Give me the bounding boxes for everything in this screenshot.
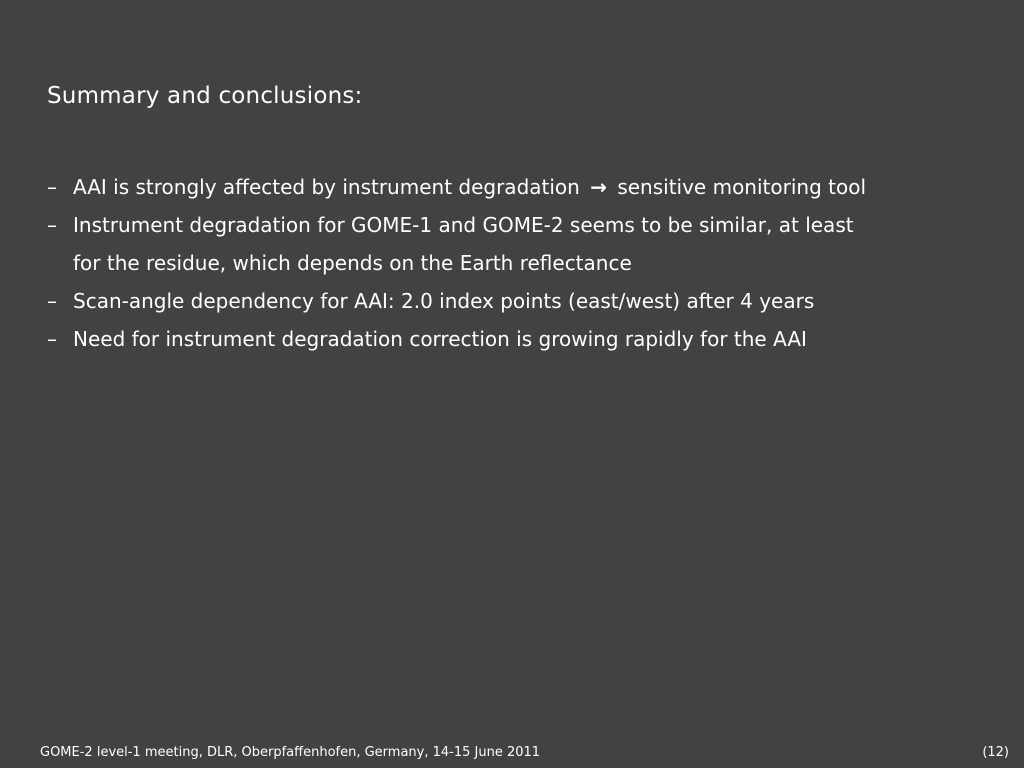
- bullet-item-1: [47, 168, 1007, 206]
- bullet-dash: –: [47, 289, 57, 313]
- arrow-right-icon: →: [590, 175, 607, 199]
- bullet-text: Scan-angle dependency for AAI: 2.0 index points (east/west) after 4 years: [73, 289, 815, 313]
- footer-meeting-info: GOME-2 level-1 meeting, DLR, Oberpfaffenhofen, Germany, 14-15 June 2011: [40, 745, 541, 760]
- bullet-item-2: [47, 206, 1007, 282]
- bullet-dash: –: [47, 327, 57, 351]
- bullet-item-4: [47, 320, 1007, 358]
- bullet-text-line-1: Instrument degradation for GOME-1 and GOME-2 seems to be similar, at least: [73, 213, 854, 237]
- bullet-item-3: [47, 282, 1007, 320]
- bullet-dash: –: [47, 213, 57, 237]
- footer-page-number: (12): [982, 745, 1009, 760]
- bullet-text-line-2: for the residue, which depends on the Earth reflectance: [73, 251, 632, 275]
- bullet-text: Need for instrument degradation correction is growing rapidly for the AAI: [73, 327, 807, 351]
- bullet-text-after-arrow: sensitive monitoring tool: [617, 175, 866, 199]
- slide-title: Summary and conclusions:: [47, 83, 363, 109]
- bullet-text-before-arrow: AAI is strongly affected by instrument degradation: [73, 175, 580, 199]
- bullet-dash: –: [47, 175, 57, 199]
- bullet-list: [47, 168, 1007, 358]
